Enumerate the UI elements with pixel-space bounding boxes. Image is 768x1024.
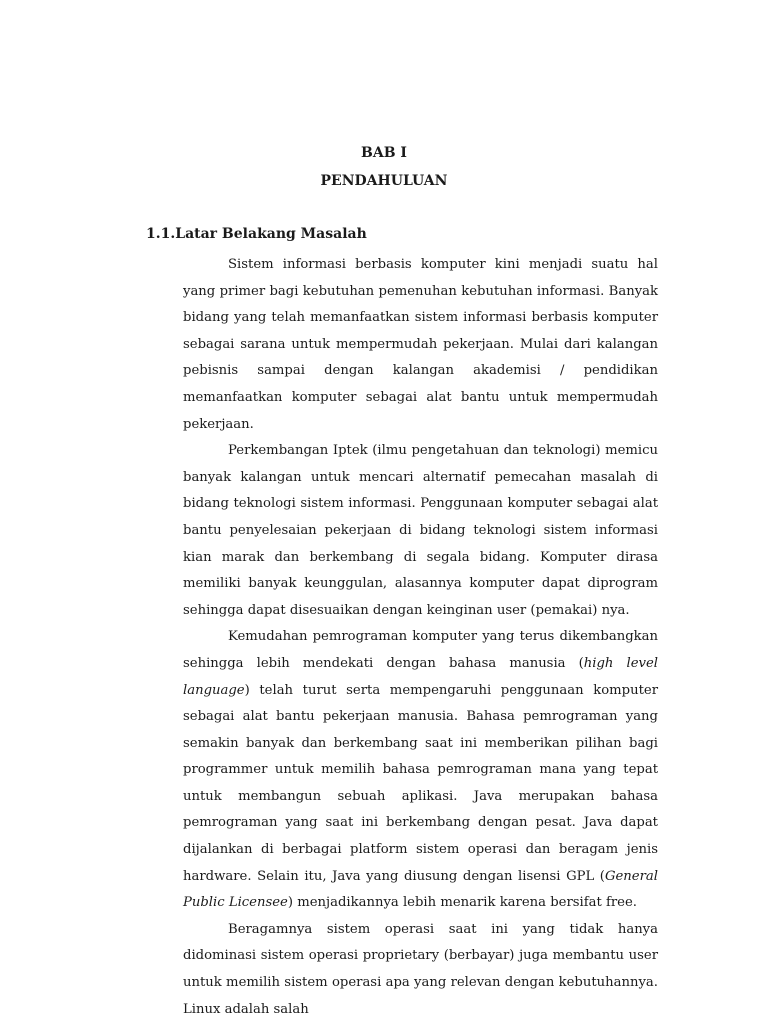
- paragraph-3: [183, 624, 658, 917]
- paragraph-4: Beragamnya sistem operasi saat ini yang tidak hanya didominasi sistem operasi proprietary (berbayar) juga membantu user untuk memilih sistem operasi apa yang relevan dengan kebutuhannya. Linux adalah salah: [183, 921, 658, 1017]
- section-heading: 1.1.Latar Belakang Masalah: [146, 226, 367, 242]
- paragraph-3-text: ) menjadikannya lebih menarik karena bersifat free.: [287, 895, 637, 911]
- italic-term-high-level-language: high level language: [183, 655, 658, 698]
- paragraph-2: Perkembangan Iptek (ilmu pengetahuan dan teknologi) memicu banyak kalangan untuk mencari alternatif pemecahan masalah di bidang teknologi sistem informasi. Penggunaan komputer sebagai alat bantu penyelesaian pekerjaan di bidang teknologi sistem informasi kian marak dan berkembang di segala bidang. Komputer dirasa memiliki banyak keunggulan, alasannya komputer dapat diprogram sehingga dapat disesuaikan dengan keinginan user (pemakai) nya.: [183, 443, 658, 618]
- chapter-title: PENDAHULUAN: [320, 173, 448, 189]
- italic-term-gpl: General Public Licensee: [183, 868, 658, 911]
- chapter-number: BAB I: [361, 145, 407, 161]
- paragraph-3-text: ) telah turut serta mempengaruhi penggunaan komputer sebagai alat bantu pekerjaan manusia. Bahasa pemrograman yang semakin banyak dan berkembang saat ini memberikan pilihan bagi programmer untuk memilih bahasa pemrograman mana yang tepat untuk membangun sebuah aplikasi. Java merupakan bahasa pemrograman yang saat ini berkembang dengan pesat. Java dapat dijalankan di berbagai platform sistem operasi dan beragam jenis hardware. Selain itu, Java yang diusung dengan lisensi GPL (: [183, 682, 658, 884]
- paragraph-3-text: Kemudahan pemrograman komputer yang terus dikembangkan sehingga lebih mendekati dengan bahasa manusia (: [183, 629, 658, 671]
- body-text: [183, 252, 658, 1023]
- paragraph-1: Sistem informasi berbasis komputer kini menjadi suatu hal yang primer bagi kebutuhan pemenuhan kebutuhan informasi. Banyak bidang yang telah memanfaatkan sistem informasi berbasis komputer sebagai sarana untuk mempermudah pekerjaan. Mulai dari kalangan pebisnis sampai dengan kalangan akademisi / pendidikan memanfaatkan komputer sebagai alat bantu untuk mempermudah pekerjaan.: [183, 257, 658, 432]
